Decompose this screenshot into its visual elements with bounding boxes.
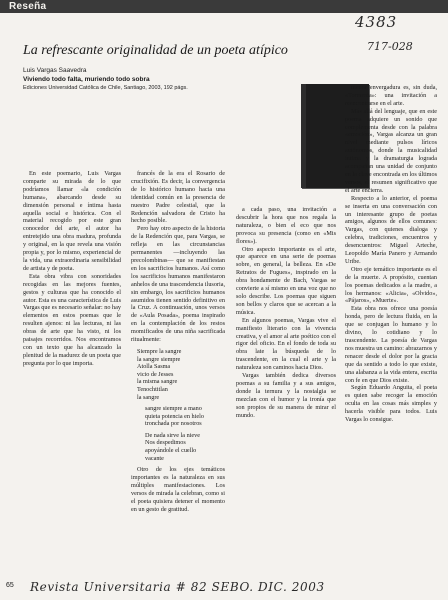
paragraph: Otro de los ejes temáticos importantes es la naturaleza en sus múltiples manifestaciones. Los versos de mirada la celebran, como si el poeta quisiera detener el momento en un gesto de gratitud.	[131, 466, 225, 513]
book-spine	[301, 84, 306, 188]
verse-line: vicio de Jesses	[137, 370, 174, 378]
paragraph: Vargas también dedica diversos poemas a su familia y a sus amigos, donde la ternura y la nostalgia se mezclan con el humor y la ironía que son propios de su manera de mirar el mundo.	[236, 372, 336, 419]
paragraph: Según Eduardo Anguita, el poeta es quien sabe recoger la emoción oculta en las cosas más simples y hacerla visible para todos. Luis Vargas lo consigue.	[345, 384, 437, 424]
poem-excerpt	[145, 405, 225, 428]
paragraph: Esta obra nos ofrece una poesía honda, pero de lectura fluida, en la que se conjugan lo humano y lo divino, lo cotidiano y lo trascendente. La poesía de Vargas nos muestra un camino: abrazarnos y renacer desde el dolor por la gracia que da sentido a todo lo que existe, una alabanza a la vida entera, escrita con fe en que Dios existe.	[345, 305, 437, 384]
paragraph: francés de la era el Rosario de crucifixión. Es decir, la convergencia de lo histórico humano hacia una identidad común en la presencia de nuestro Padre celestial, que la Redención salvadora de Cristo ha hecho posible.	[131, 170, 225, 225]
verse-line: tronchada por nosotros	[145, 420, 202, 428]
handwritten-code: 717-028	[367, 40, 413, 53]
paragraph: Otro aspecto importante es el arte, que aparece en una serie de poemas sobre, en general, la belleza. En «De Retratos de Fugues», inspirado en la obra hondamente de Bach, Vargas se convierte a sí mismo en una voz que no solo describe. Los poemas que siguen son bellos y claros que se acercan a la música.	[236, 245, 336, 316]
text-column-2	[131, 170, 225, 576]
verse-line: la sangre siempre	[137, 355, 181, 363]
poem-excerpt	[145, 432, 225, 462]
book-publisher: Ediciones Universidad Católica de Chile, Santiago, 2003, 192 págs.	[23, 85, 188, 91]
handwritten-source-note: Revista Universitaria # 82 SEBO. DIC. 2003	[30, 580, 325, 594]
verse-line: De nada sirve la nieve	[145, 431, 200, 439]
verse-line: vacante	[145, 454, 164, 462]
verse-line: sangre siempre a mano	[145, 405, 202, 413]
paragraph: Más allá del lenguaje, que en este poema adquiere un sonido que complementa desde con la palabra «emoción», Vargas alcanza un gran nivel mediante pulsos líricos autónomos, donde la musicalidad íntima y la dramaturgia lograda acompañan una unidad de conjunto en la clave encontrada en los últimos versos, el resumen significativo que el arte encierra.	[345, 107, 437, 194]
paragraph: Respecto a lo anterior, el poema se inserta en una conversación con un interesante grupo de poetas amigos, algunos de ellos comunes: Vargas, con quienes dialoga y celebra, tradiciones, encuentros y desencuentros: Miguel Arteche, Leopoldo María Panero y Armando Uribe.	[345, 194, 437, 265]
section-header	[0, 0, 448, 13]
verse-line: Atolla Sasma	[137, 363, 171, 371]
article-title: La refrescante originalidad de un poeta atípico	[23, 43, 288, 58]
text-column-4	[345, 84, 437, 576]
verse-line: quieta potencia en hielo	[145, 412, 204, 420]
poem-excerpt	[137, 348, 225, 401]
verse-line: Siempre la sangre	[137, 347, 182, 355]
paragraph: Esta obra vibra con sonoridades recogidas en las mejores fuentes, gestos y culturas que ha conocido el autor. Esta es una característica de Luis Vargas que es necesario señalar: no hay elementos en estos poemas que le resulten ajenos: ni las lecturas, ni las obras de arte que ha visto, ni los paisajes recorridos. Nos encontramos con un texto que ha alcanzado la plenitud de la madurez de un poeta que pregunta por lo que importa.	[23, 272, 121, 367]
book-title: Viviendo todo falta, muriendo todo sobra	[23, 76, 150, 83]
verse-line: apoyándole el cuello	[145, 447, 197, 455]
verse-line: la sangre	[137, 393, 160, 401]
paragraph: En algunos poemas, Vargas vive el manifiesto literario con la vivencia creativa, y el amor al arte poético con el rigor del oficio. En el fondo de toda su obra late la búsqueda de lo trascendente, en la cual el arte y la naturaleza son caminos hacia Dios.	[236, 316, 336, 372]
paragraph: menor envergadura es, sin duda, «Tormenta»: una invitación a reencontrarse en el arte.	[345, 84, 437, 107]
book-author: Luis Vargas Saavedra	[23, 67, 87, 74]
paragraph: a cada paso, una invitación a descubrir la hora que nos regala la naturaleza, o bien el eco que nos provoca su presencia (como en «Mis flores»).	[236, 206, 336, 245]
paragraph: En este poemario, Luis Vargas comparte su mirada de lo que podríamos llamar «la condición humana», abarcando desde su dimensión personal e íntima hasta aquella social e histórica. Con el material recogido por este gran conocedor del arte, el autor ha entretejido una obra madura, profunda y original, en la que revela una visión propia y, por lo mismo, experiencial de la vida, una extraordinaria sensibilidad de artista y de poeta.	[23, 170, 121, 272]
verse-line: la misma sangre	[137, 378, 178, 386]
paragraph: Otro eje temático importante es el de la muerte. A propósito, cuentan los poemas dedicados a la madre, a los hermanos: «Alicia», «Olvido», «Pájaros», «Muerte».	[345, 265, 437, 305]
section-label: Reseña	[9, 1, 47, 12]
paragraph: Pero hay otro aspecto de la historia de la Redención que, para Vargas, se refleja en las circunstancias permanentes —incluyendo las precolombinas— que se manifiestan en los sacrificios humanos. Así como los sacrificios humanos manifestaron anhelos de una trascendencia ilusoria, sin embargo, los sacrificios humanos asumidos tienen sentido definitivo en la Cruz. A continuación, unos versos de «Aula Posada», poema inspirado en la contemplación de los restos momificados de una niña sacrificada ritualmente:	[131, 225, 225, 344]
handwritten-number: 4383	[355, 13, 398, 31]
verse-line: Nos despedimos	[145, 439, 186, 447]
page-number: 65	[6, 582, 14, 589]
text-column-1	[23, 170, 121, 576]
text-column-3	[236, 206, 336, 576]
verse-line: Tenochtitlan	[137, 385, 168, 393]
